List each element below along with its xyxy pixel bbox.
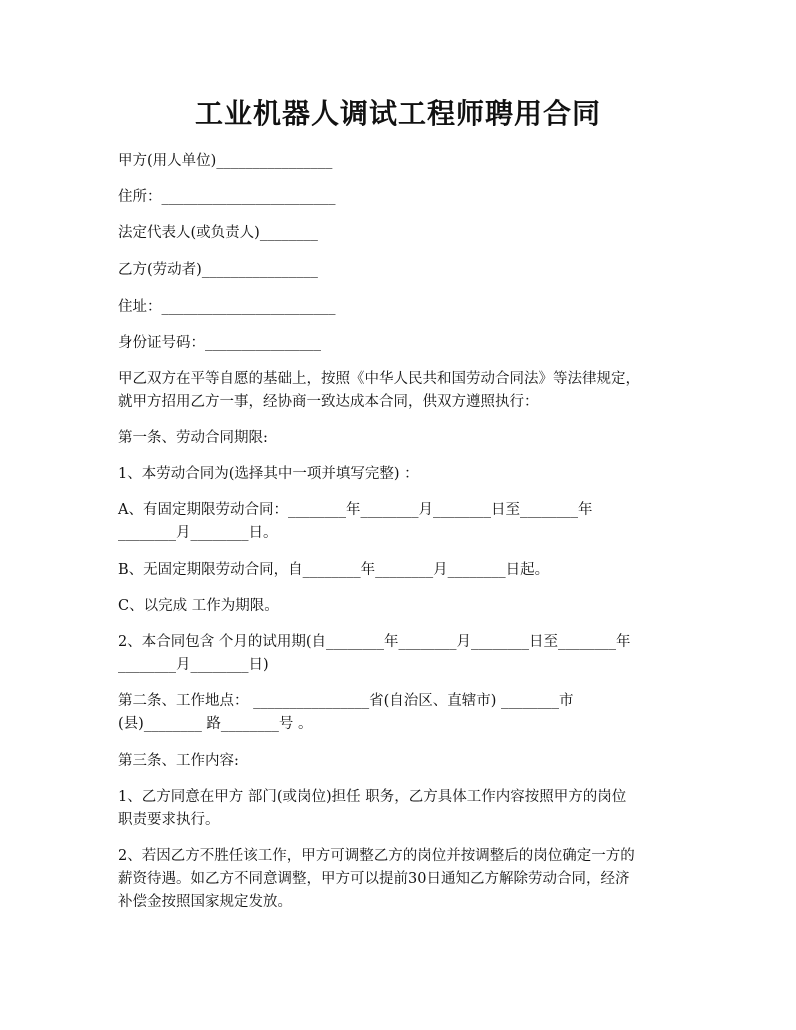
article-3-clause-2-line-2: 薪资待遇。如乙方不同意调整，甲方可以提前30日通知乙方解除劳动合同，经济 — [118, 871, 630, 887]
option-a-line-2: ________月________日。 — [118, 525, 278, 541]
party-b-address-line: 住址：________________________ — [118, 299, 336, 315]
preamble-line-2: 就甲方招用乙方一事，经协商一致达成本合同，供双方遵照执行： — [118, 394, 539, 410]
option-c-line: C、以完成 工作为期限。 — [118, 598, 279, 614]
article-3-clause-2-line-1: 2、若因乙方不胜任该工作，甲方可调整乙方的岗位并按调整后的岗位确定一方的 — [118, 848, 635, 864]
article-2-line-2: (县)________ 路________号 。 — [118, 716, 313, 732]
party-b-worker-line: 乙方(劳动者)________________ — [118, 262, 318, 278]
article-2-line-1: 第二条、工作地点： ________________省(自治区、直辖市) ________市 — [118, 693, 574, 709]
preamble-line-1: 甲乙双方在平等自愿的基础上，按照《中华人民共和国劳动合同法》等法律规定， — [118, 371, 640, 387]
article-3-clause-1-line-1: 1、乙方同意在甲方 部门(或岗位)担任 职务，乙方具体工作内容按照甲方的岗位 — [118, 789, 627, 805]
article-1-clause-1: 1、本劳动合同为(选择其中一项并填写完整) ： — [118, 466, 419, 482]
id-number-line: 身份证号码：________________ — [118, 335, 321, 351]
party-a-address-line: 住所：________________________ — [118, 189, 336, 205]
article-3-clause-1-line-2: 职责要求执行。 — [118, 812, 220, 828]
legal-representative-line: 法定代表人(或负责人)________ — [118, 225, 318, 241]
document-title: 工业机器人调试工程师聘用合同 — [194, 97, 601, 130]
option-a-line-1: A、有固定期限劳动合同：________年________月________日至________年 — [118, 502, 593, 518]
party-a-employer-line: 甲方(用人单位)________________ — [118, 153, 333, 169]
article-3-clause-2-line-3: 补偿金按照国家规定发放。 — [118, 894, 292, 910]
article-3-heading: 第三条、工作内容: — [118, 753, 239, 769]
option-b-line: B、无固定期限劳动合同，自________年________月________日起。 — [118, 562, 550, 578]
article-1-heading: 第一条、劳动合同期限: — [118, 430, 268, 446]
probation-line-2: ________月________日) — [118, 657, 269, 673]
probation-line-1: 2、本合同包含 个月的试用期(自________年________月________日至________年 — [118, 634, 631, 650]
